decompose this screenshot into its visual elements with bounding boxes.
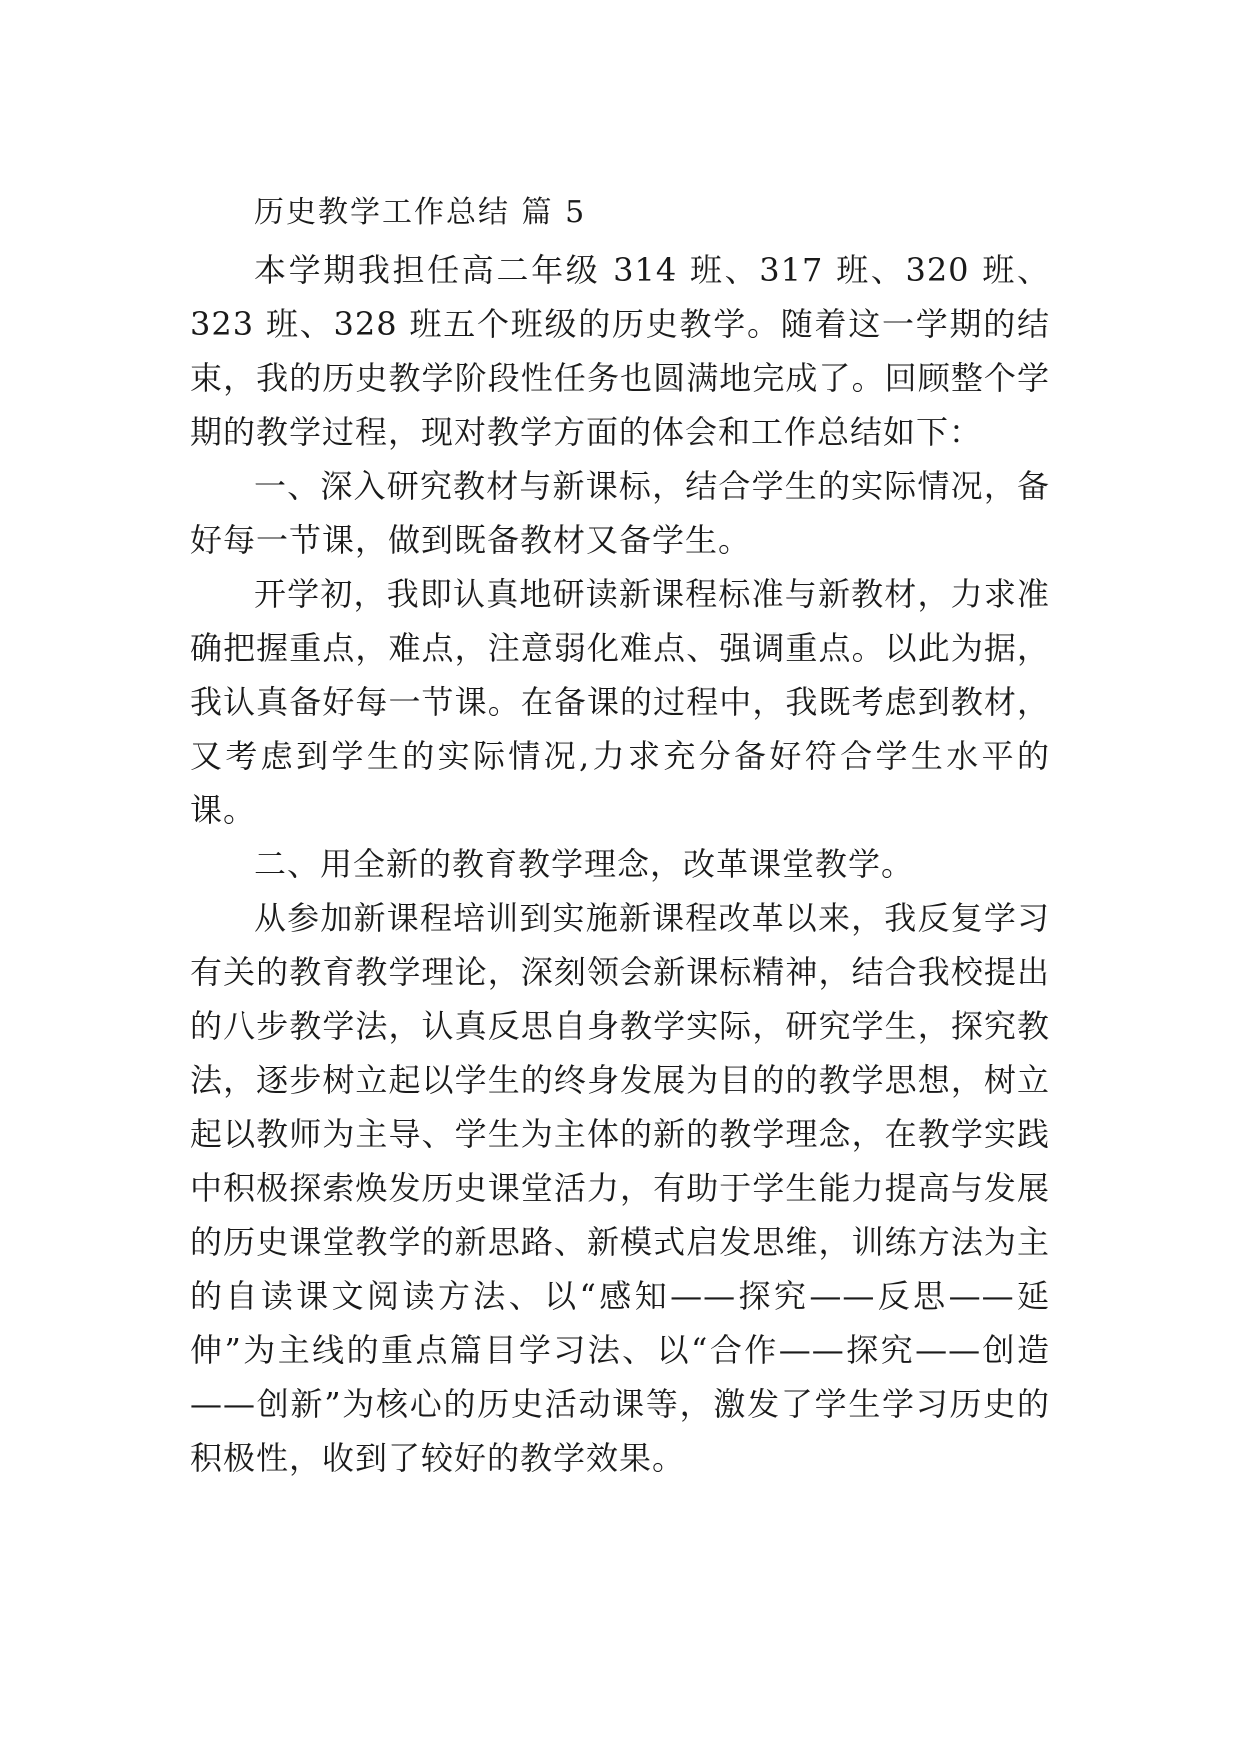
paragraph-teaching-reform: 从参加新课程培训到实施新课程改革以来，我反复学习有关的教育教学理论，深刻领会新课标精神，结合我校提出的八步教学法，认真反思自身教学实际，研究学生，探究教法，逐步树立起以学生的终身发展为目的的教学思想，树立起以教师为主导、学生为主体的新的教学理念，在教学实践中积极探索焕发历史课堂活力，有助于学生能力提高与发展的历史课堂教学的新思路、新模式启发思维，训练方法为主的自读课文阅读方法、以“感知——探究——反思——延伸”为主线的重点篇目学习法、以“合作——探究——创造——创新”为核心的历史活动课等，激发了学生学习历史的积极性，收到了较好的教学效果。 bbox=[190, 899, 1050, 1477]
section-heading-2: 二、用全新的教育教学理念，改革课堂教学。 bbox=[254, 845, 915, 883]
document-page bbox=[190, 183, 1050, 1485]
document-title: 历史教学工作总结 篇 5 bbox=[254, 195, 587, 230]
paragraph-intro: 本学期我担任高二年级 314 班、317 班、320 班、323 班、328 班五个班级的历史教学。随着这一学期的结束，我的历史教学阶段性任务也圆满地完成了。回顾整个学期的教学过程，现对教学方面的体会和工作总结如下： bbox=[190, 251, 1050, 451]
section-heading-1: 一、深入研究教材与新课标，结合学生的实际情况，备好每一节课，做到既备教材又备学生。 bbox=[190, 467, 1050, 559]
paragraph-lesson-prep: 开学初，我即认真地研读新课程标准与新教材，力求准确把握重点，难点，注意弱化难点、强调重点。以此为据，我认真备好每一节课。在备课的过程中，我既考虑到教材，又考虑到学生的实际情况,力求充分备好符合学生水平的课。 bbox=[190, 575, 1050, 829]
